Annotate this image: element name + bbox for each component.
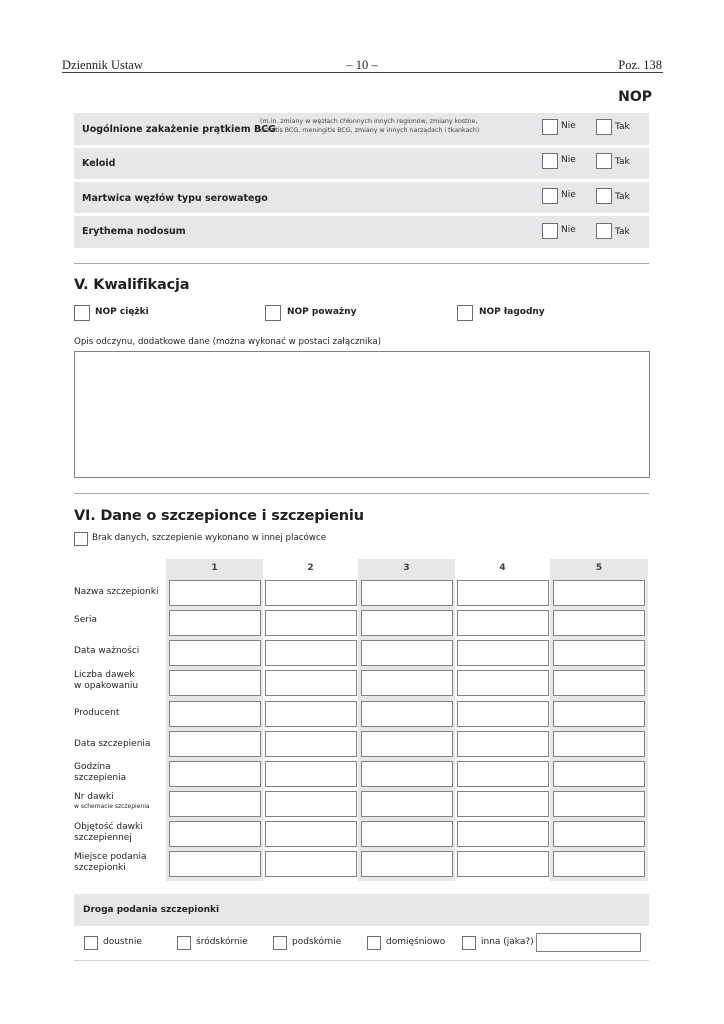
column-header-3: 3	[403, 563, 410, 573]
no-label: Nie	[561, 121, 576, 131]
description-textarea[interactable]	[74, 351, 650, 478]
cell-input[interactable]	[553, 851, 645, 877]
description-label: Opis odczynu, dodatkowe dane (można wykonać w postaci załącznika)	[74, 337, 382, 347]
complication-row-keloid	[74, 148, 649, 179]
cell-input[interactable]	[169, 610, 261, 636]
cell-input[interactable]	[553, 761, 645, 787]
section-divider	[74, 263, 649, 264]
nop-mild-checkbox[interactable]	[457, 305, 473, 321]
row-label-text: szczepiennej	[74, 833, 132, 843]
row-label-vaccination-date	[74, 739, 150, 750]
complication-label: Uogólnione zakażenie prątkiem BCG	[82, 124, 276, 135]
route-subcutaneous-label: podskórnie	[292, 937, 342, 947]
row-label-subtext: w schemacie szczepienia	[74, 803, 150, 810]
cell-input[interactable]	[457, 670, 549, 696]
row-label-expiry	[74, 646, 139, 657]
cell-input[interactable]	[457, 701, 549, 727]
row-label-dose-volume	[74, 822, 143, 844]
column-header-5: 5	[595, 563, 603, 573]
route-oral-checkbox[interactable]	[84, 936, 98, 950]
cell-input[interactable]	[169, 761, 261, 787]
row-label-text: szczepienia	[74, 773, 127, 783]
cell-input[interactable]	[361, 761, 453, 787]
route-title: Droga podania szczepionki	[83, 905, 220, 915]
yes-label: Tak	[615, 157, 630, 167]
row-label-text: Nazwa szczepionki	[74, 587, 159, 597]
cell-input[interactable]	[265, 610, 357, 636]
cell-input[interactable]	[457, 851, 549, 877]
cell-input[interactable]	[265, 821, 357, 847]
no-label: Nie	[561, 155, 576, 165]
yes-label: Tak	[615, 227, 630, 237]
row-label-text: Seria	[74, 615, 97, 625]
row-label-text: Liczba dawek	[74, 670, 135, 680]
cell-input[interactable]	[457, 640, 549, 666]
complication-label: Erythema nodosum	[82, 226, 186, 237]
route-subcutaneous-checkbox[interactable]	[273, 936, 287, 950]
cell-input[interactable]	[265, 731, 357, 757]
cell-input[interactable]	[265, 701, 357, 727]
no-checkbox[interactable]	[542, 223, 558, 239]
no-checkbox[interactable]	[542, 188, 558, 204]
cell-input[interactable]	[361, 821, 453, 847]
bottom-rule	[74, 960, 649, 961]
row-label-text: szczepionki	[74, 863, 126, 873]
cell-input[interactable]	[553, 610, 645, 636]
nop-serious-checkbox[interactable]	[265, 305, 281, 321]
cell-input[interactable]	[553, 821, 645, 847]
cell-input[interactable]	[265, 851, 357, 877]
qualification-title: V. Kwalifikacja	[74, 277, 190, 293]
row-label-text: Nr dawki	[74, 792, 114, 802]
column-header-2: 2	[307, 563, 314, 573]
column-header-1: 1	[211, 563, 218, 573]
cell-input[interactable]	[457, 731, 549, 757]
nop-serious-label: NOP poważny	[287, 307, 357, 317]
cell-input[interactable]	[361, 851, 453, 877]
cell-input[interactable]	[361, 791, 453, 817]
cell-input[interactable]	[265, 640, 357, 666]
complication-row-erythema	[74, 216, 649, 248]
note-line: osteitis BCG, meningitis BCG, zmiany w innych narządach i tkankach)	[260, 126, 480, 134]
header-rule	[62, 72, 663, 73]
no-checkbox[interactable]	[542, 119, 558, 135]
route-other-input[interactable]	[536, 933, 641, 952]
position-number: Poz. 138	[618, 58, 662, 72]
complication-label: Keloid	[82, 158, 116, 169]
row-label-doses-per-pack	[74, 670, 138, 692]
cell-input[interactable]	[361, 580, 453, 606]
cell-input[interactable]	[169, 731, 261, 757]
cell-input[interactable]	[457, 761, 549, 787]
yes-checkbox[interactable]	[596, 119, 612, 135]
cell-input[interactable]	[169, 821, 261, 847]
nop-severe-checkbox[interactable]	[74, 305, 90, 321]
cell-input[interactable]	[265, 670, 357, 696]
cell-input[interactable]	[457, 610, 549, 636]
no-data-checkbox[interactable]	[74, 532, 88, 546]
nop-severe-label: NOP ciężki	[95, 307, 149, 317]
yes-checkbox[interactable]	[596, 188, 612, 204]
cell-input[interactable]	[169, 701, 261, 727]
cell-input[interactable]	[169, 851, 261, 877]
cell-input[interactable]	[361, 610, 453, 636]
route-intramuscular-checkbox[interactable]	[367, 936, 381, 950]
cell-input[interactable]	[553, 640, 645, 666]
row-label-text: Objętość dawki	[74, 822, 143, 832]
no-checkbox[interactable]	[542, 153, 558, 169]
cell-input[interactable]	[265, 761, 357, 787]
cell-input[interactable]	[457, 791, 549, 817]
cell-input[interactable]	[553, 791, 645, 817]
yes-label: Tak	[615, 192, 630, 202]
cell-input[interactable]	[361, 701, 453, 727]
row-label-text: w opakowaniu	[74, 681, 139, 691]
row-label-dose-number	[74, 792, 150, 811]
nop-mild-label: NOP łagodny	[479, 307, 545, 317]
note-line: (m.in. zmiany w węzłach chłonnych innych regionów, zmiany kostne,	[260, 118, 478, 125]
route-intradermal-label: śródskórnie	[196, 937, 248, 947]
cell-input[interactable]	[553, 701, 645, 727]
yes-label: Tak	[615, 122, 630, 132]
route-oral-label: doustnie	[103, 937, 142, 947]
section-tag: NOP	[618, 89, 652, 105]
cell-input[interactable]	[553, 670, 645, 696]
cell-input[interactable]	[361, 731, 453, 757]
cell-input[interactable]	[361, 670, 453, 696]
column-header-4: 4	[499, 563, 506, 573]
route-intramuscular-label: domięśniowo	[386, 937, 446, 947]
route-other-checkbox[interactable]	[462, 936, 476, 950]
no-label: Nie	[561, 225, 576, 235]
complication-label: Martwica węzłów typu serowatego	[82, 193, 268, 204]
row-label-text: Godzina	[74, 762, 111, 772]
row-label-text: Data szczepienia	[74, 739, 151, 749]
row-label-vaccination-time	[74, 762, 126, 784]
complication-row-bcg	[74, 113, 649, 145]
cell-input[interactable]	[553, 731, 645, 757]
cell-input[interactable]	[169, 580, 261, 606]
cell-input[interactable]	[457, 580, 549, 606]
row-label-text: Data ważności	[74, 646, 140, 656]
row-label-text: Producent	[74, 708, 120, 718]
row-label-series	[74, 615, 97, 626]
complication-note	[260, 118, 479, 135]
row-label-manufacturer	[74, 708, 119, 719]
cell-input[interactable]	[361, 640, 453, 666]
row-label-injection-site	[74, 852, 147, 874]
cell-input[interactable]	[265, 580, 357, 606]
no-label: Nie	[561, 190, 576, 200]
route-intradermal-checkbox[interactable]	[177, 936, 191, 950]
cell-input[interactable]	[457, 821, 549, 847]
row-label-text: Miejsce podania	[74, 852, 147, 862]
section-divider	[74, 493, 649, 494]
cell-input[interactable]	[169, 670, 261, 696]
cell-input[interactable]	[169, 640, 261, 666]
route-other-label: inna (jaka?)	[481, 937, 534, 947]
cell-input[interactable]	[265, 791, 357, 817]
no-data-label: Brak danych, szczepienie wykonano w innej placówce	[92, 533, 327, 543]
page-number: – 10 –	[346, 58, 378, 72]
yes-checkbox[interactable]	[596, 153, 612, 169]
journal-name: Dziennik Ustaw	[62, 58, 143, 72]
cell-input[interactable]	[169, 791, 261, 817]
yes-checkbox[interactable]	[596, 223, 612, 239]
cell-input[interactable]	[553, 580, 645, 606]
row-label-vaccine-name	[74, 587, 158, 598]
complication-row-necrosis	[74, 182, 649, 213]
vaccine-title: VI. Dane o szczepionce i szczepieniu	[74, 508, 364, 524]
